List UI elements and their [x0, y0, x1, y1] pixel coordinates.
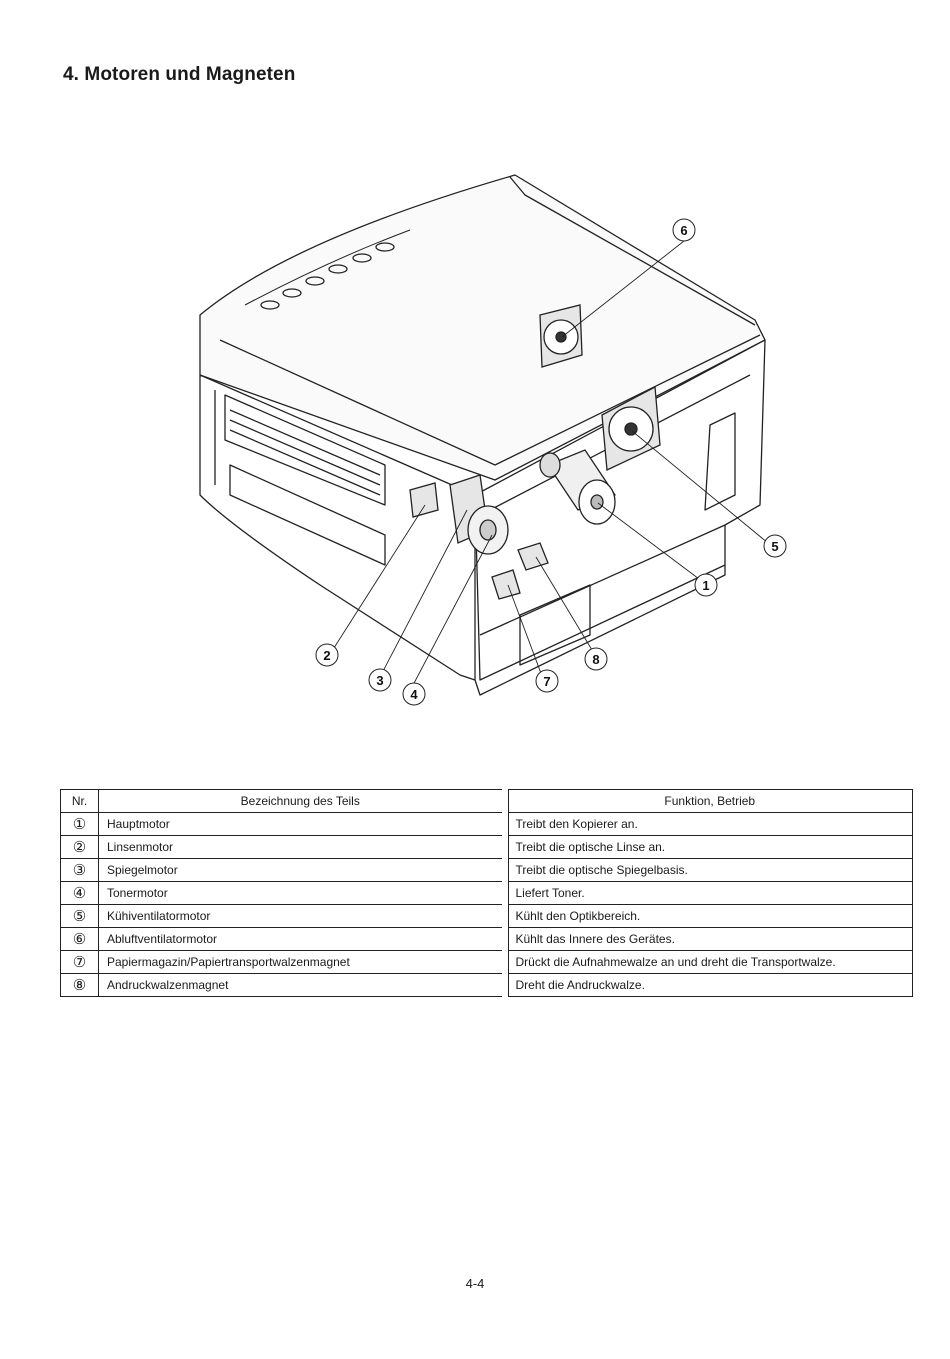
part-name: Spiegelmotor — [99, 859, 505, 882]
copier-diagram — [170, 165, 790, 725]
row-number: ⑥ — [61, 928, 99, 951]
row-number: ⑤ — [61, 905, 99, 928]
svg-text:4: 4 — [410, 687, 418, 702]
table-row — [61, 859, 913, 882]
part-function: Drückt die Aufnahmewalze an und dreht die Transportwalze. — [505, 951, 913, 974]
svg-text:8: 8 — [592, 652, 600, 667]
header-function: Funktion, Betrieb — [505, 790, 913, 813]
svg-text:3: 3 — [376, 673, 384, 688]
table-row — [61, 974, 913, 997]
table-row — [61, 882, 913, 905]
callout-6 — [673, 219, 695, 241]
toner-motor-icon — [468, 506, 508, 554]
row-number: ⑧ — [61, 974, 99, 997]
svg-text:5: 5 — [771, 539, 779, 554]
part-function: Treibt die optische Linse an. — [505, 836, 913, 859]
part-name: Abluftventilatormotor — [99, 928, 505, 951]
svg-text:2: 2 — [323, 648, 331, 663]
part-function: Kühlt das Innere des Gerätes. — [505, 928, 913, 951]
part-name: Hauptmotor — [99, 813, 505, 836]
table-row — [61, 836, 913, 859]
part-function: Kühlt den Optikbereich. — [505, 905, 913, 928]
svg-text:7: 7 — [543, 674, 551, 689]
part-name: Andruckwalzenmagnet — [99, 974, 505, 997]
svg-text:6: 6 — [680, 223, 688, 238]
table-row — [61, 813, 913, 836]
part-name: Tonermotor — [99, 882, 505, 905]
svg-text:1: 1 — [702, 578, 710, 593]
parts-table — [60, 789, 913, 997]
callout-8 — [585, 648, 607, 670]
part-function: Treibt die optische Spiegelbasis. — [505, 859, 913, 882]
part-name: Kühiventilatormotor — [99, 905, 505, 928]
callout-7 — [536, 670, 558, 692]
header-nr: Nr. — [61, 790, 99, 813]
table-row — [61, 951, 913, 974]
part-name: Papiermagazin/Papiertransportwalzenmagnet — [99, 951, 505, 974]
callout-4 — [403, 683, 425, 705]
table-row — [61, 905, 913, 928]
part-function: Treibt den Kopierer an. — [505, 813, 913, 836]
row-number: ④ — [61, 882, 99, 905]
callout-3 — [369, 669, 391, 691]
table-header-row — [61, 790, 913, 813]
row-number: ② — [61, 836, 99, 859]
callout-2 — [316, 644, 338, 666]
page-number: 4-4 — [465, 1276, 485, 1291]
row-number: ⑦ — [61, 951, 99, 974]
header-name: Bezeichnung des Teils — [99, 790, 505, 813]
part-name: Linsenmotor — [99, 836, 505, 859]
table-row — [61, 928, 913, 951]
part-function: Liefert Toner. — [505, 882, 913, 905]
row-number: ① — [61, 813, 99, 836]
callout-1 — [695, 574, 717, 596]
row-number: ③ — [61, 859, 99, 882]
page-title: 4. Motoren und Magneten — [63, 64, 296, 85]
part-function: Dreht die Andruckwalze. — [505, 974, 913, 997]
callout-5 — [764, 535, 786, 557]
